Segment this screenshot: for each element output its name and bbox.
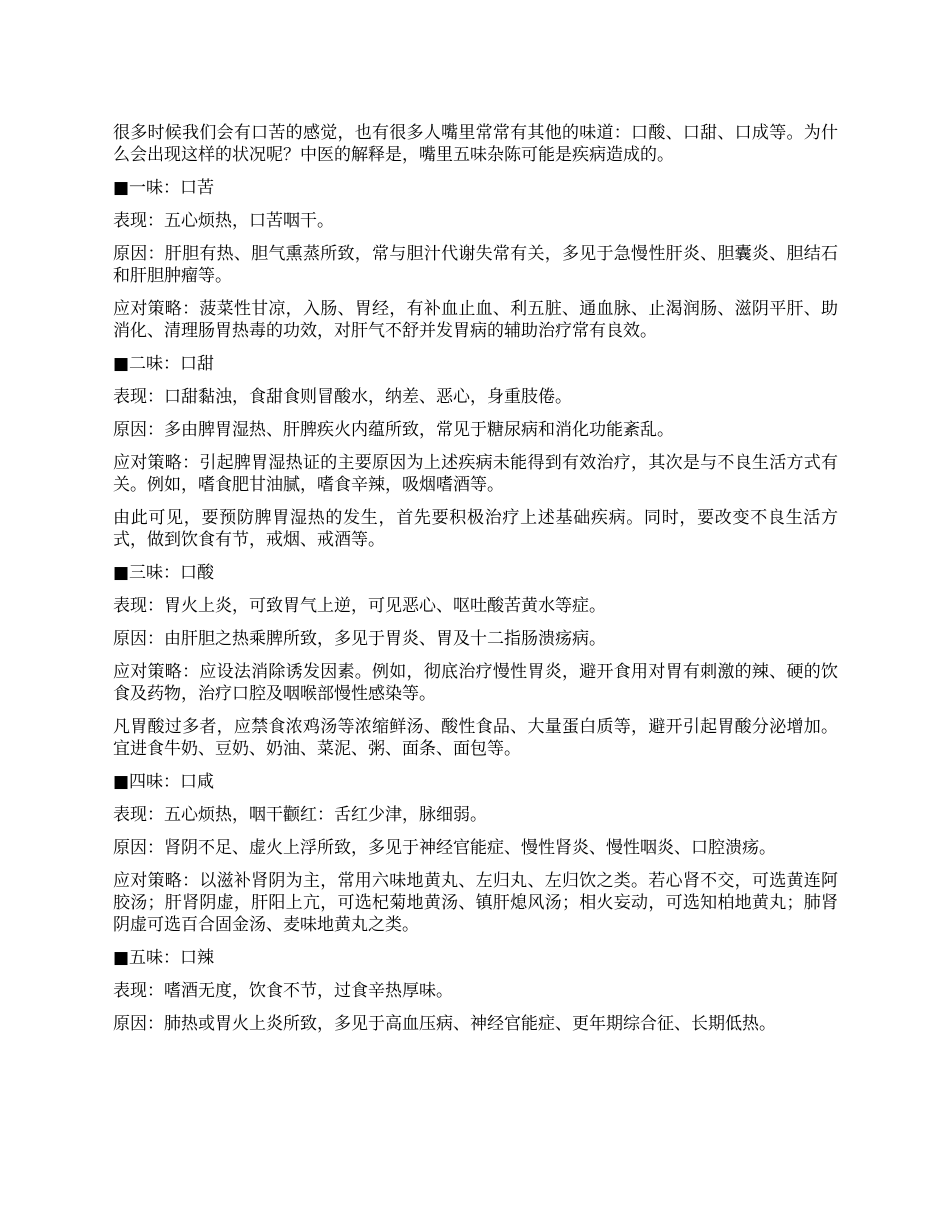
section-paragraph: 表现：五心烦热，咽干颧红：舌红少津，脉细弱。 xyxy=(113,805,487,825)
section-heading: ■二味：口甜 xyxy=(113,354,215,374)
section-heading: ■一味：口苦 xyxy=(113,178,215,198)
section-paragraph: 原因：肝胆有热、胆气熏蒸所致，常与胆汁代谢失常有关，多见于急慢性肝炎、胆囊炎、胆结石和肝胆肿瘤等。 xyxy=(113,244,838,286)
section-5 xyxy=(113,947,838,1035)
document-body xyxy=(113,122,838,1046)
section-paragraph: 表现：口甜黏浊，食甜食则冒酸水，纳差、恶心，身重肢倦。 xyxy=(113,387,572,407)
intro-paragraph: 很多时候我们会有口苦的感觉，也有很多人嘴里常常有其他的味道：口酸、口甜、口成等。为什么会出现这样的状况呢？中医的解释是，嘴里五味杂陈可能是疾病造成的。 xyxy=(113,123,838,165)
section-paragraph: 原因：肾阴不足、虚火上浮所致，多见于神经官能症、慢性肾炎、慢性咽炎、口腔溃疡。 xyxy=(113,838,776,858)
section-paragraph: 应对策略：引起脾胃湿热证的主要原因为上述疾病未能得到有效治疗，其次是与不良生活方式有关。例如，嗜食肥甘油腻，嗜食辛辣，吸烟嗜酒等。 xyxy=(113,453,838,495)
section-paragraph: 原因：肺热或胃火上炎所致，多见于高血压病、神经官能症、更年期综合征、长期低热。 xyxy=(113,1014,776,1034)
section-heading: ■五味：口辣 xyxy=(113,948,215,968)
section-paragraph: 应对策略：应设法消除诱发因素。例如，彻底治疗慢性胃炎，避开食用对胃有刺激的辣、硬的饮食及药物，治疗口腔及咽喉部慢性感染等。 xyxy=(113,662,838,704)
section-1 xyxy=(113,177,838,342)
section-paragraph: 由此可见，要预防脾胃湿热的发生，首先要积极治疗上述基础疾病。同时，要改变不良生活方式，做到饮食有节，戒烟、戒酒等。 xyxy=(113,508,838,550)
section-paragraph: 原因：由肝胆之热乘脾所致，多见于胃炎、胃及十二指肠溃疡病。 xyxy=(113,629,606,649)
section-paragraph: 表现：嗜酒无度，饮食不节，过食辛热厚味。 xyxy=(113,981,453,1001)
section-paragraph: 应对策略：以滋补肾阴为主，常用六味地黄丸、左归丸、左归饮之类。若心肾不交，可选黄连阿胶汤；肝肾阴虚，肝阳上亢，可选杞菊地黄汤、镇肝熄风汤；相火妄动，可选知柏地黄丸；肺肾阴虚可选百合固金汤、麦味地黄丸之类。 xyxy=(113,871,838,935)
section-2 xyxy=(113,353,838,551)
section-heading: ■四味：口咸 xyxy=(113,772,215,792)
section-paragraph: 凡胃酸过多者，应禁食浓鸡汤等浓缩鲜汤、酸性食品、大量蛋白质等，避开引起胃酸分泌增加。宜进食牛奶、豆奶、奶油、菜泥、粥、面条、面包等。 xyxy=(113,717,838,759)
section-heading: ■三味：口酸 xyxy=(113,563,215,583)
section-3 xyxy=(113,562,838,760)
section-paragraph: 原因：多由脾胃湿热、肝脾疾火内蕴所致，常见于糖尿病和消化功能紊乱。 xyxy=(113,420,674,440)
section-4 xyxy=(113,771,838,936)
section-paragraph: 表现：胃火上炎，可致胃气上逆，可见恶心、呕吐酸苦黄水等症。 xyxy=(113,596,606,616)
section-paragraph: 应对策略：菠菜性甘凉，入肠、胃经，有补血止血、利五脏、通血脉、止渴润肠、滋阴平肝、助消化、清理肠胃热毒的功效，对肝气不舒并发胃病的辅助治疗常有良效。 xyxy=(113,299,838,341)
section-paragraph: 表现：五心烦热，口苦咽干。 xyxy=(113,211,334,231)
